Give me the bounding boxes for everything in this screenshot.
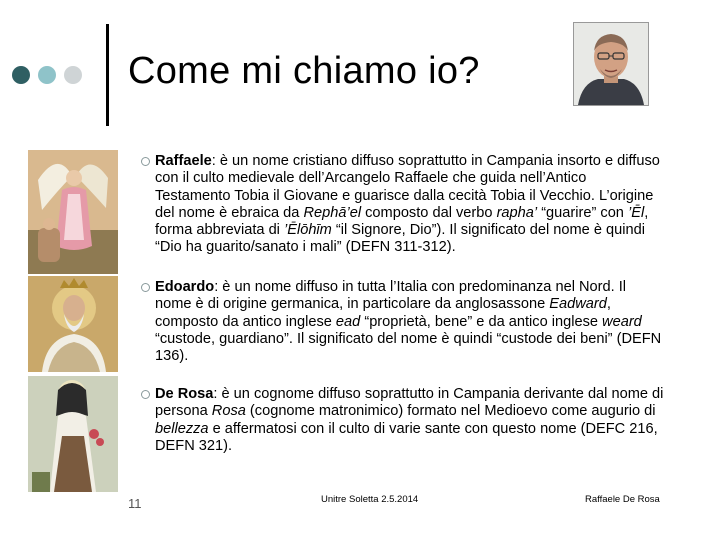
bullet-raffaele: Raffaele: è un nome cristiano diffuso soprattutto in Campania insorto e diffuso con il culto medievale dell’Arcangelo Raffaele che guida nell’Antico Testamento Tobia il Giovane e guarisce dalla cecità Tobia il Vecchio. L’origine del nome è ebraica da Rephā’el composto dal verbo rapha’ “guarire” con ’Ēl, forma abbreviata di ’Ēlōhīm “il Signore, Dio”). Il significato del nome è quindi “Dio ha guarito/sanato i mali” (DEFN 311-312). [155,153,660,256]
decor-dot-teal [38,66,56,84]
page-number: 11 [128,496,142,511]
italic-term: bellezza [155,420,209,437]
footer-center: Unitre Soletta 2.5.2014 [321,494,419,505]
bullet-edoardo: Edoardo: è un nome diffuso in tutta l’Italia con predominanza nel Nord. Il nome è di origine germanica, in particolare da anglosassone Eadward, composto da antico inglese ead “proprietà, bene” e da antico inglese weard “custode, guardiano”. Il significato del nome è quindi “custode dei beni” (DEFN 136). [155,279,662,365]
footer-author: Raffaele De Rosa [585,494,660,505]
saint-edward-image [28,276,118,372]
bullet-term: Edoardo [155,279,215,295]
portrait-photo [573,22,649,106]
decor-dot-dark [12,66,30,84]
bullet-marker-2 [141,283,150,292]
bullet-marker-1 [141,157,150,166]
bullet-term: Raffaele [155,153,212,169]
slide-title: Come mi chiamo io? [128,50,480,92]
bullet-term: De Rosa [155,386,214,402]
italic-term: weard [602,313,642,330]
decor-dot-gray [64,66,82,84]
italic-term: Rephā’el [303,204,362,221]
bullet-marker-3 [141,390,150,399]
italic-term: ’Ēlōhīm [283,222,332,239]
italic-term: Eadward [549,296,607,313]
italic-term: ead [335,313,361,330]
archangel-raphael-image [28,150,118,274]
bullet-de-rosa: De Rosa: è un cognome diffuso soprattutto in Campania derivante dal nome di persona Rosa (cognome matronimico) formato nel Medioevo come augurio di bellezza e affermatosi con il culto di varie sante con questo nome (DEFC 216, DEFN 321). [155,386,664,454]
title-divider [106,24,109,126]
saint-rose-image [28,376,118,492]
italic-term: rapha’ [496,204,538,221]
italic-term: Rosa [211,403,246,420]
italic-term: ’Ēl [627,204,645,221]
